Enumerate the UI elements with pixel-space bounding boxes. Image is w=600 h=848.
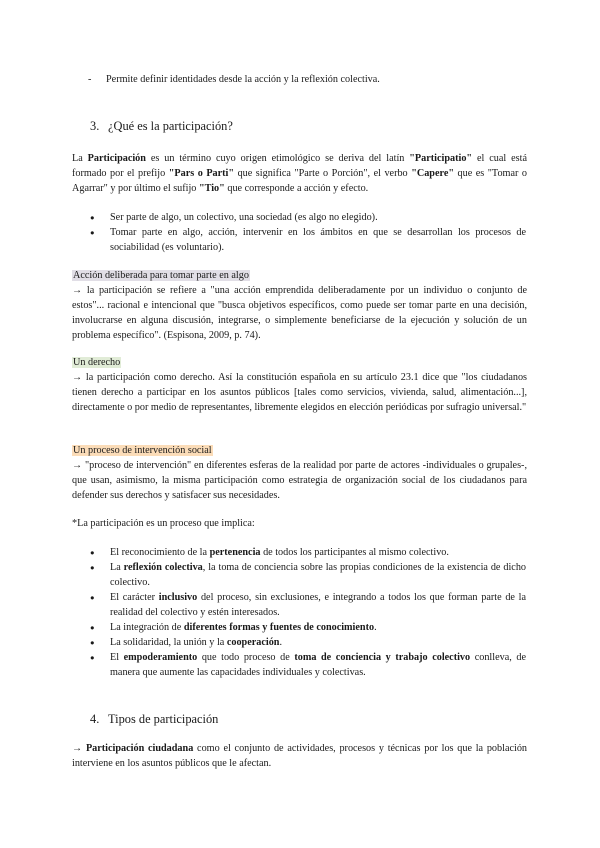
dash-marker: -	[88, 74, 92, 85]
section-heading-3	[90, 118, 233, 134]
text-run: que todo proceso de	[197, 652, 295, 663]
proceso-block	[72, 443, 527, 503]
text-run: del proceso, sin exclusiones, e integrando a todos los que forman parte de la realidad del colectivo y estén interesados.	[110, 592, 527, 618]
term-participacion: Participación	[87, 153, 146, 164]
accion-block	[72, 268, 527, 343]
intro-bullet-text: Permite definir identidades desde la acción y la reflexión colectiva.	[106, 74, 380, 85]
bold-term: reflexión colectiva	[123, 562, 203, 573]
derecho-body: → la participación como derecho. Así la constitución española en su artículo 23.1 dice que "los ciudadanos tienen derecho a participar en los asuntos públicos [tales como servicios, vivienda, salud, alimentación...], directamente o por medio de representantes, libremente elegidos en elección periódicas por sufragio universal."	[72, 372, 527, 413]
text-run: .	[374, 622, 377, 633]
bold-term: pertenencia	[209, 547, 261, 558]
text-run: El reconocimiento de la	[110, 547, 210, 558]
section-number: 3.	[90, 119, 100, 133]
bold-term: empoderamiento	[123, 652, 198, 663]
ciudadana-paragraph	[72, 741, 527, 771]
list-item: ● Ser parte de algo, un colectivo, una sociedad (es algo no elegido).	[110, 210, 526, 225]
text-run: que es "Tomar o Agarrar" y por último el sufijo	[72, 168, 527, 194]
section-title: ¿Qué es la participación?	[108, 119, 233, 133]
proceso-title: Un proceso de intervención social	[73, 445, 212, 456]
definition-paragraph	[72, 151, 527, 196]
derecho-block	[72, 355, 527, 415]
text-run: que significa "Parte o Porción", el verbo	[234, 168, 412, 179]
text-run: El carácter	[110, 592, 159, 603]
text-run: La	[110, 562, 124, 573]
term-verb: "Capere"	[411, 168, 454, 179]
term-ciudadana: Participación ciudadana	[85, 743, 194, 754]
proceso-body: → "proceso de intervención" en diferentes esferas de la realidad por parte de actores -individuales o grupales-, que usan, asimismo, la misma participación como estrategia de organización social de los ciudadanos para defender sus derechos y satisfacer sus necesidades.	[72, 460, 527, 501]
section-title: Tipos de participación	[108, 712, 219, 726]
list-item	[110, 620, 526, 635]
section-number: 4.	[90, 712, 100, 726]
text-run: El	[110, 652, 124, 663]
process-intro: *La participación es un proceso que implica:	[72, 518, 255, 529]
derecho-title: Un derecho	[73, 357, 121, 368]
text-run: La solidaridad, la unión y la	[110, 637, 227, 648]
intro-bullet	[88, 72, 380, 87]
term-suffix: "Tio"	[198, 183, 225, 194]
list-item: ● Tomar parte en algo, acción, intervenir en los ámbitos en que se desarrollan los procesos de sociabilidad (es voluntario).	[110, 225, 526, 255]
list-item	[110, 560, 526, 590]
text-run: conlleva, de manera que aumente las capacidades individuales y colectivas.	[110, 652, 526, 678]
text-run: .	[279, 637, 283, 648]
text-run: , la toma de conciencia sobre las propias condiciones de la existencia de dicho colectivo.	[110, 562, 527, 588]
arrow-icon: →	[72, 743, 86, 754]
bold-term: cooperación	[226, 637, 280, 648]
list-item	[110, 590, 526, 620]
text-run: el cual está formado por el prefijo	[72, 153, 527, 179]
bold-term: diferentes formas y fuentes de conocimiento	[183, 622, 375, 633]
accion-body: → la participación se refiere a "una acción emprendida deliberadamente por un individuo o conjunto de estos"... racional e intencional que "busca objetivos específicos, como puede ser tomar parte en una decisión, involucrarse en alguna discusión, integrarse, o simplemente beneficiarse de la ejecución y solución de un problema específico". (Espisona, 2009, p. 74).	[72, 285, 527, 341]
text-run: La integración de	[110, 622, 184, 633]
meaning-list	[110, 210, 526, 255]
list-item	[110, 650, 526, 680]
text-run: que corresponde a acción y efecto.	[224, 183, 369, 194]
list-item	[110, 635, 526, 650]
bold-term: inclusivo	[158, 592, 198, 603]
bold-term: toma de conciencia y trabajo colectivo	[294, 652, 471, 663]
text-run: como el conjunto de actividades, procesos y técnicas por los que la población interviene en los asuntos públicos que le afectan.	[72, 743, 528, 769]
text-run: La	[72, 153, 88, 164]
accion-title: Acción deliberada para tomar parte en algo	[73, 270, 249, 281]
text-run: es un término cuyo origen etimológico se deriva del latín	[145, 153, 410, 164]
term-prefix: "Pars o Parti"	[168, 168, 235, 179]
section-heading-4	[90, 711, 218, 727]
text-run: de todos los participantes al mismo colectivo.	[260, 547, 449, 558]
list-item	[110, 545, 526, 560]
process-list	[110, 545, 526, 680]
term-latin: "Participatio"	[409, 153, 473, 164]
